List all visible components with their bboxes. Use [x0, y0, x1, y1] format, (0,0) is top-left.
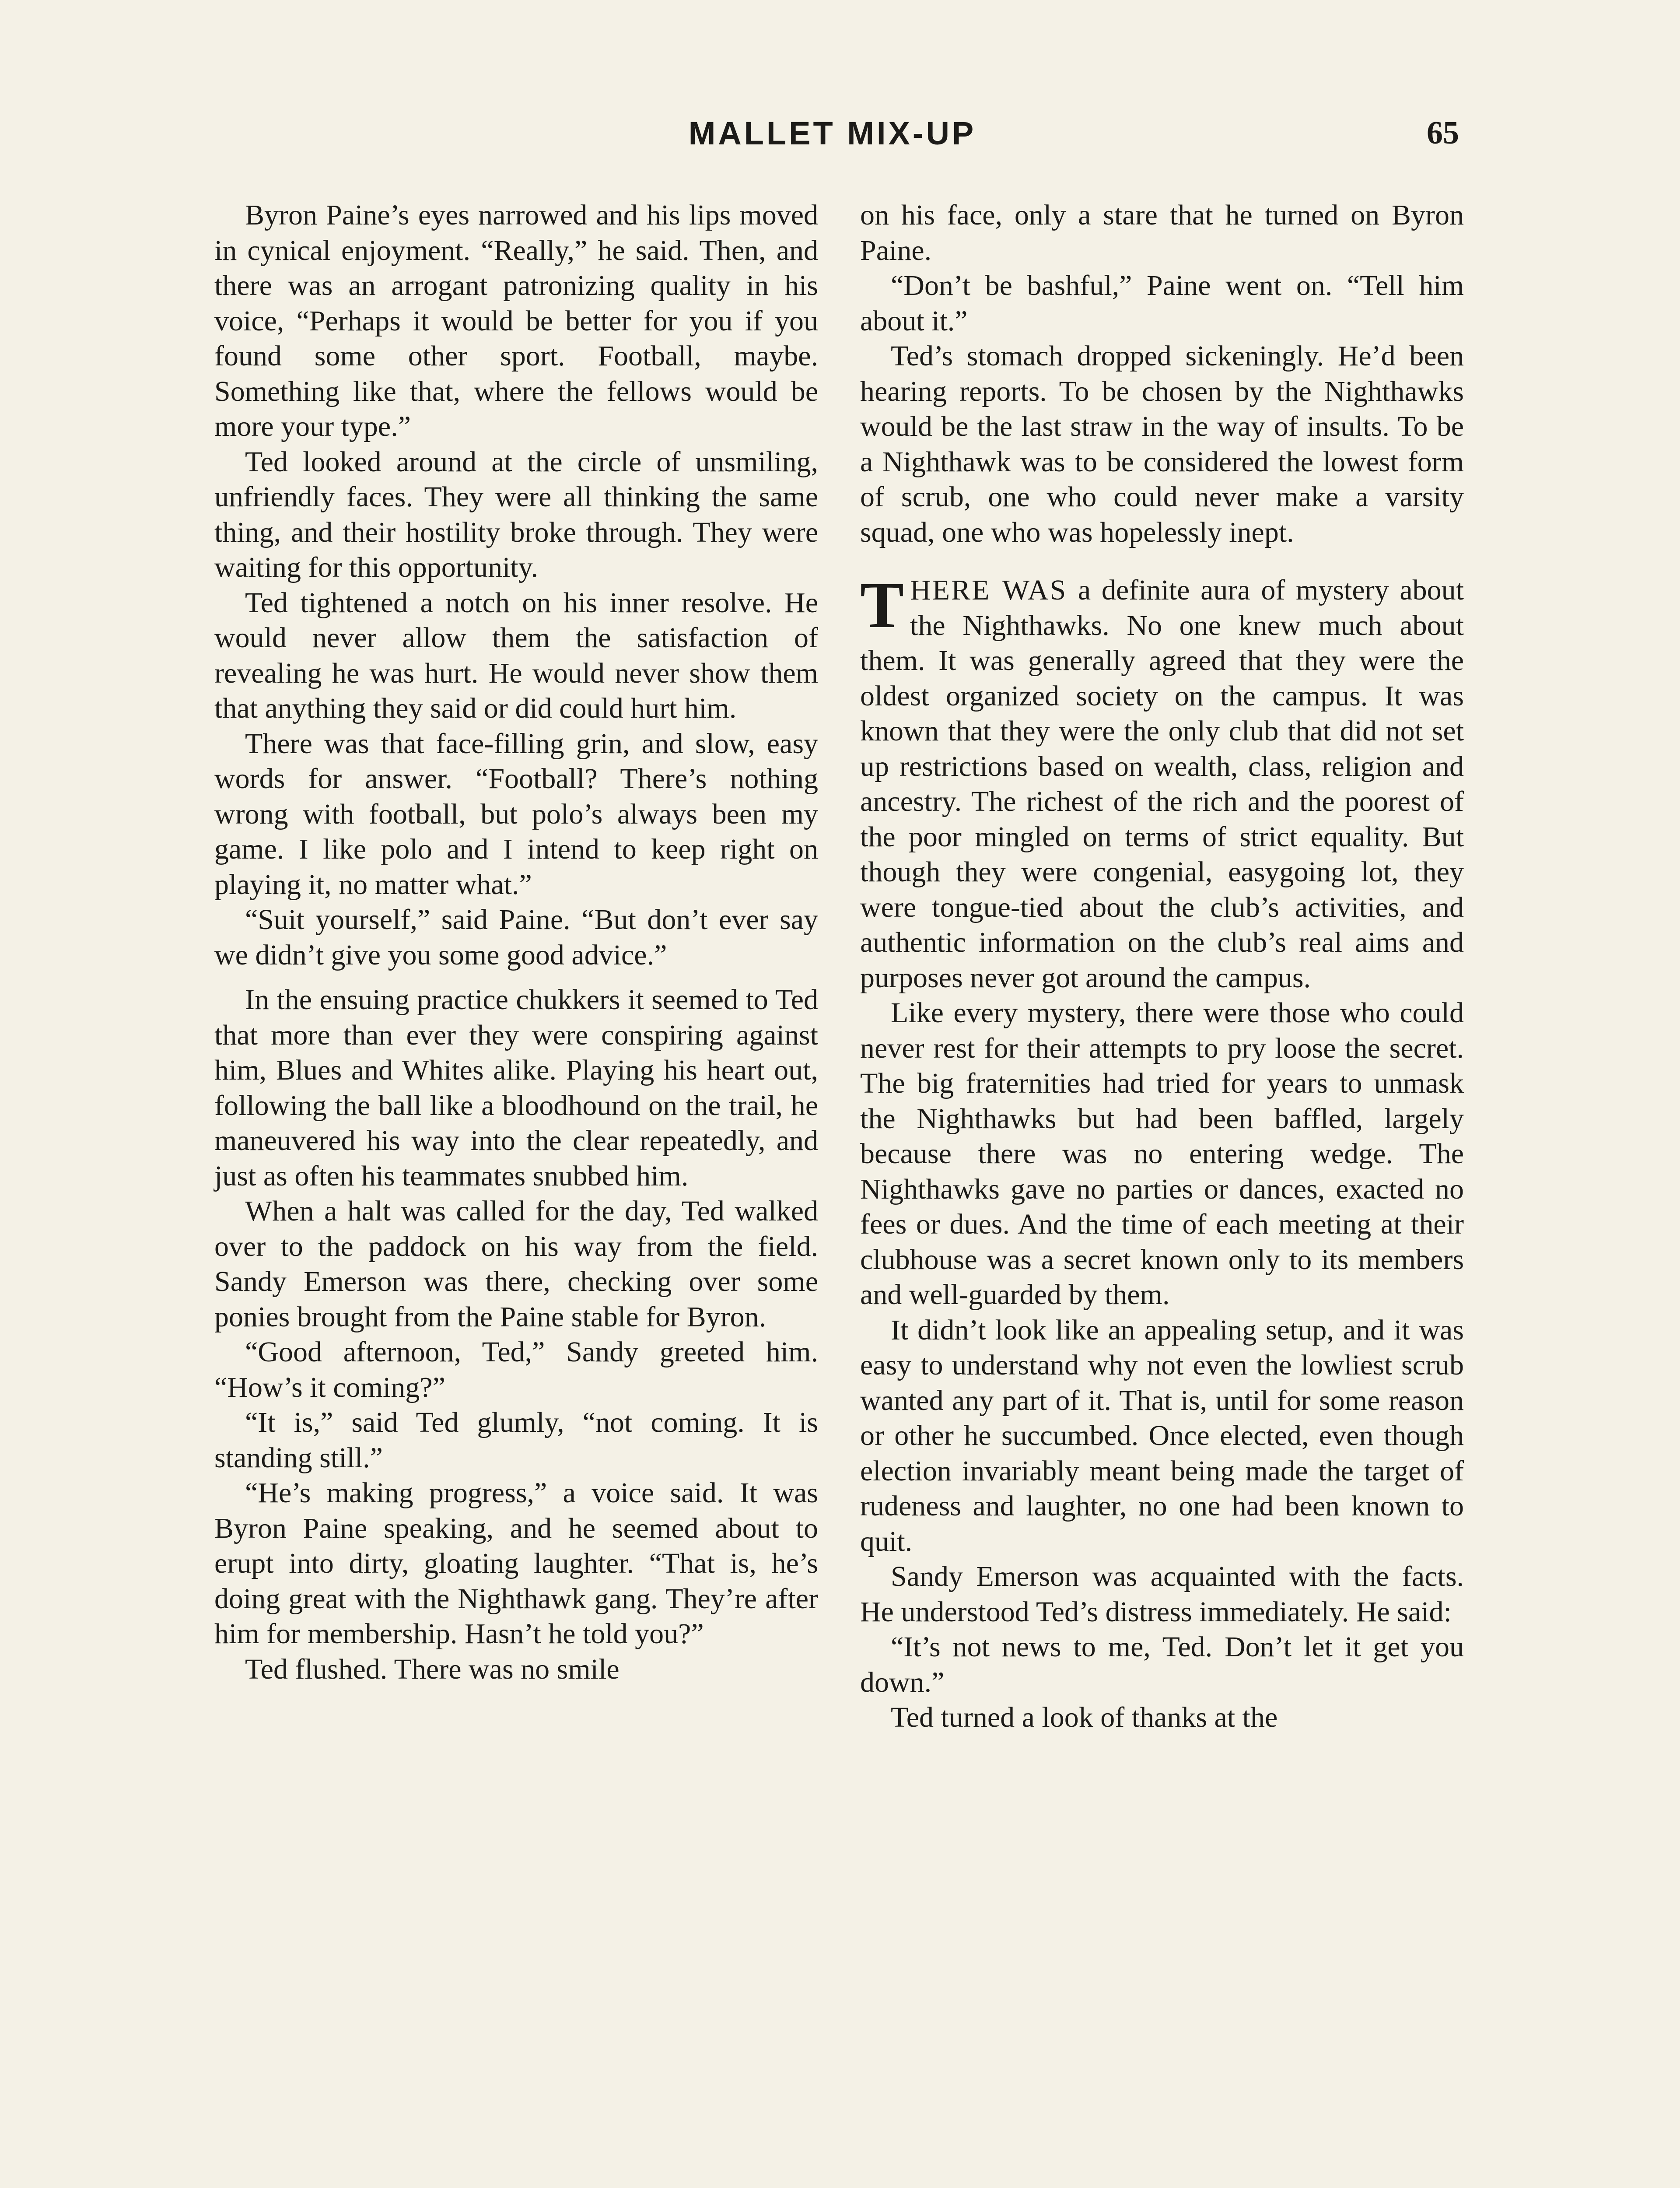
paragraph: “He’s making progress,” a voice said. It was Byron Paine speaking, and he seemed about to erupt into dirty, gloating laughter. “That is, he’s doing great with the Nighthawk gang. They’re after him for membership. Hasn’t he told you?”: [214, 1477, 818, 1650]
paragraph: on his face, only a stare that he turned on Byron Paine.: [860, 199, 1464, 266]
paragraph: Ted flushed. There was no smile: [245, 1653, 620, 1685]
paragraph: Ted tightened a notch on his inner resolve. He would never allow them the satisfaction of revealing he was hurt. He would never show them that anything they said or did could hurt him.: [214, 586, 818, 724]
paragraph: “Suit yourself,” said Paine. “But don’t ever say we didn’t give you some good advice.”: [214, 904, 818, 971]
paragraph: In the ensuing practice chukkers it seemed to Ted that more than ever they were conspiring against him, Blues and Whites alike. Playing his heart out, following the ball like a bloodhound on the trail, he maneuvered his way into the clear repeatedly, and just as often his teammates snubbed him.: [214, 984, 818, 1192]
paragraph: It didn’t look like an appealing setup, and it was easy to understand why not even the lowliest scrub wanted any part of it. That is, until for some reason or other he succumbed. Once elected, even though election invariably meant being made the target of rudeness and laughter, no one had been known to quit.: [860, 1314, 1464, 1557]
left-column: [214, 198, 818, 1687]
paragraph: Sandy Emerson was acquainted with the facts. He understood Ted’s distress immediately. He said:: [860, 1560, 1464, 1628]
paragraph: “It’s not news to me, Ted. Don’t let it get you down.”: [860, 1631, 1464, 1698]
running-head: MALLET MIX-UP: [688, 115, 976, 151]
section-text: a definite aura of mystery about the Nighthawks. No one knew much about them. It was generally agreed that they were the oldest organized society on the campus. It was known that they were the only club that did not set up restrictions based on wealth, class, religion and ancestry. The richest of the rich and the poorest of the poor mingled on terms of strict equality. But though they were congenial, easygoing lot, they were tongue-tied about the club’s activities, and authentic information on the club’s real aims and purposes never got around the campus.: [860, 574, 1464, 994]
right-column: [860, 198, 1464, 1736]
paragraph: Ted turned a look of thanks at the: [891, 1701, 1278, 1733]
section-opening-paragraph: [860, 569, 1464, 996]
paragraph: Like every mystery, there were those who could never rest for their attempts to pry loose the secret. The big fraternities had tried for years to unmask the Nighthawks but had been baffled, largely because there was no entering wedge. The Nighthawks gave no parties or dances, exacted no fees or dues. And the time of each meeting at their clubhouse was a secret known only to its members and well-guarded by them.: [860, 997, 1464, 1311]
small-caps-lead: HERE WAS: [910, 574, 1068, 606]
paragraph: Ted’s stomach dropped sickeningly. He’d been hearing reports. To be chosen by the Nighthawks would be the last straw in the way of insults. To be a Nighthawk was to be considered the lowest form of scrub, one who could never make a varsity squad, one who was hopelessly inept.: [860, 340, 1464, 548]
paragraph: Ted looked around at the circle of unsmiling, unfriendly faces. They were all thinking the same thing, and their hostility broke through. They were waiting for this opportunity.: [214, 445, 818, 583]
page-number: 65: [1427, 115, 1459, 151]
paragraph: “It is,” said Ted glumly, “not coming. It is standing still.”: [214, 1406, 818, 1474]
paragraph: “Good afternoon, Ted,” Sandy greeted him. “How’s it coming?”: [214, 1336, 818, 1403]
page-header: [206, 115, 1459, 167]
paragraph: There was that face-filling grin, and slow, easy words for answer. “Football? There’s nothing wrong with football, but polo’s always been my game. I like polo and I intend to keep right on playing it, no matter what.”: [214, 727, 818, 901]
paragraph: Byron Paine’s eyes narrowed and his lips moved in cynical enjoyment. “Really,” he said. Then, and there was an arrogant patronizing quality in his voice, “Perhaps it would be better for you if you found some other sport. Football, maybe. Something like that, where the fellows would be more your type.”: [214, 199, 818, 442]
paragraph: When a halt was called for the day, Ted walked over to the paddock on his way from the field. Sandy Emerson was there, checking over some ponies brought from the Paine stable for Byron.: [214, 1195, 818, 1333]
paragraph: “Don’t be bashful,” Paine went on. “Tell him about it.”: [860, 270, 1464, 337]
drop-cap: T: [860, 569, 904, 642]
